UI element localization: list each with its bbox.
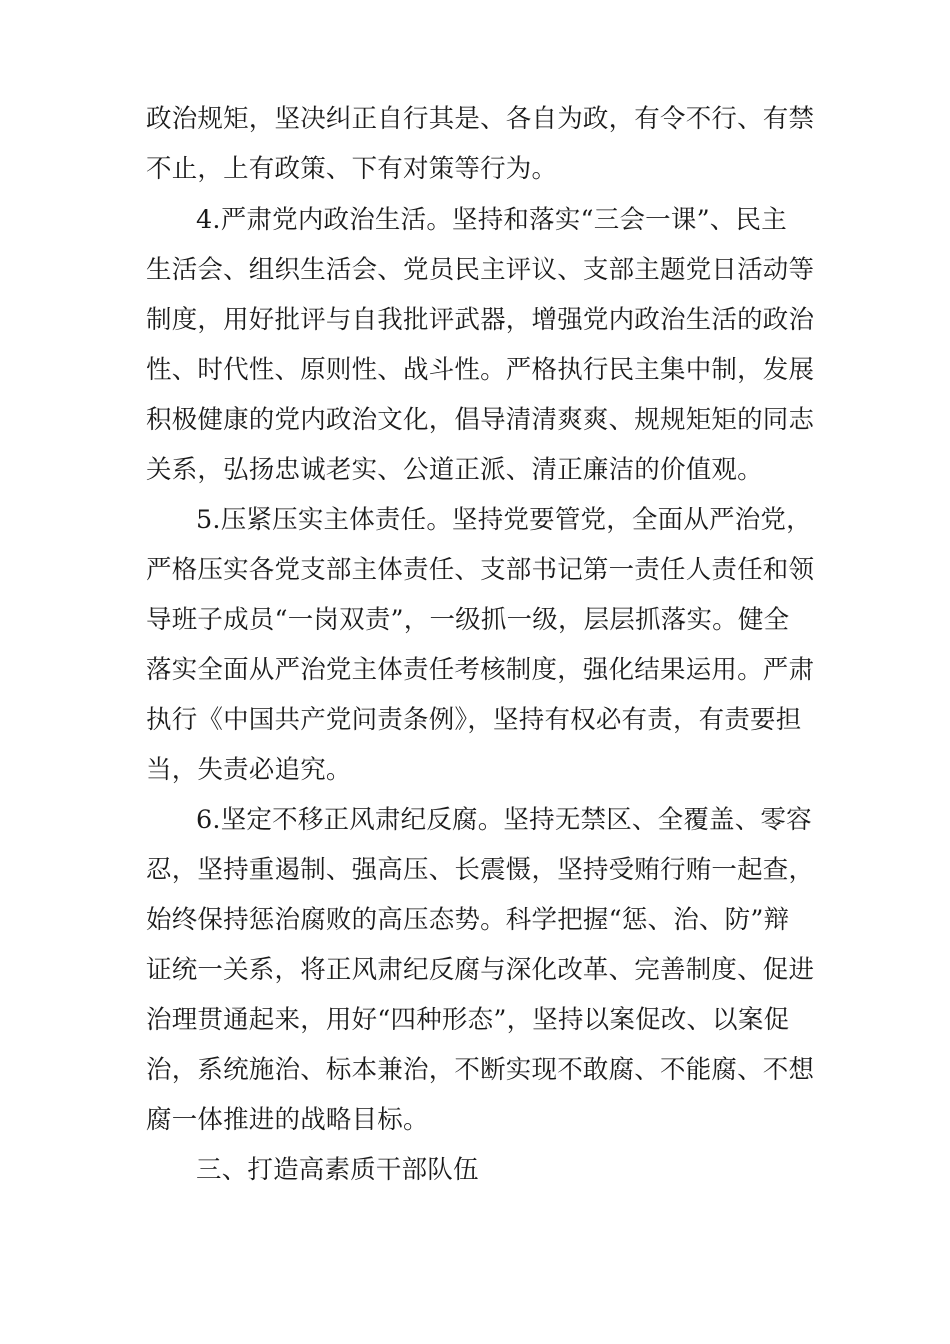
text-line: 执行《中国共产党问责条例》，坚持有权必有责，有责要担	[146, 705, 802, 735]
text-line: 忍，坚持重遏制、强高压、长震慑，坚持受贿行贿一起查，	[146, 855, 815, 885]
text-line: 证统一关系，将正风肃纪反腐与深化改革、完善制度、促进	[146, 955, 815, 985]
text-line: 当，失责必追究。	[146, 755, 352, 785]
paragraph-6-start: 6.坚定不移正风肃纪反腐。坚持无禁区、全覆盖、零容	[196, 805, 812, 835]
paragraph-4-start: 4.严肃党内政治生活。坚持和落实“三会一课”、民主	[196, 205, 787, 235]
text-line: 性、时代性、原则性、战斗性。严格执行民主集中制，发展	[146, 355, 815, 385]
text-line: 腐一体推进的战略目标。	[146, 1105, 429, 1135]
text-line: 落实全面从严治党主体责任考核制度，强化结果运用。严肃	[146, 655, 815, 685]
text-line: 始终保持惩治腐败的高压态势。科学把握“惩、治、防”辩	[146, 905, 790, 935]
text-line: 导班子成员“一岗双责”，一级抓一级，层层抓落实。健全	[146, 605, 790, 635]
text-line: 治，系统施治、标本兼治，不断实现不敢腐、不能腐、不想	[146, 1055, 815, 1085]
text-line: 政治规矩，坚决纠正自行其是、各自为政，有令不行、有禁	[146, 104, 815, 134]
paragraph-5-start: 5.压紧压实主体责任。坚持党要管党，全面从严治党，	[196, 505, 812, 535]
text-line: 生活会、组织生活会、党员民主评议、支部主题党日活动等	[146, 255, 815, 285]
section-heading: 三、打造高素质干部队伍	[196, 1155, 479, 1185]
text-line: 严格压实各党支部主体责任、支部书记第一责任人责任和领	[146, 555, 815, 585]
text-line: 不止，上有政策、下有对策等行为。	[146, 154, 558, 184]
text-line: 治理贯通起来，用好“四种形态”，坚持以案促改、以案促	[146, 1005, 790, 1035]
text-line: 关系，弘扬忠诚老实、公道正派、清正廉洁的价值观。	[146, 455, 763, 485]
text-line: 积极健康的党内政治文化，倡导清清爽爽、规规矩矩的同志	[146, 405, 815, 435]
text-line: 制度，用好批评与自我批评武器，增强党内政治生活的政治	[146, 305, 815, 335]
